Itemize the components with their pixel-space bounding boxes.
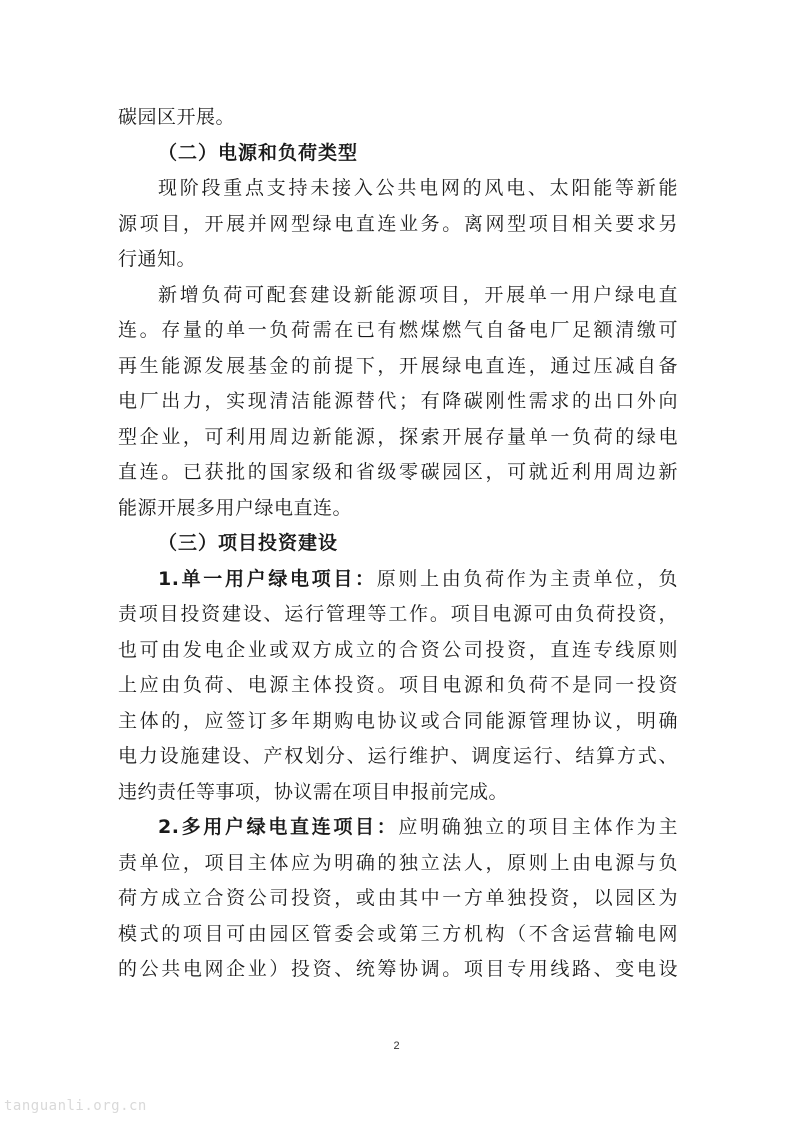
text-line: 上应由负荷、电源主体投资。项目电源和负荷不是同一投资 — [118, 674, 678, 696]
text-line: 电力设施建设、产权划分、运行维护、调度运行、结算方式、 — [118, 745, 678, 767]
text-line: 责项目投资建设、运行管理等工作。项目电源可由负荷投资， — [118, 603, 678, 625]
text-line: 行通知。 — [118, 248, 197, 270]
text-line: 能源开展多用户绿电直连。 — [118, 496, 353, 519]
item-text: 应明确独立的项目主体作为主 — [398, 816, 678, 838]
text-line: 电厂出力，实现清洁能源替代；有降碳刚性需求的出口外向 — [118, 390, 678, 412]
item-lead: 2.多用户绿电直连项目： — [158, 816, 399, 838]
text-line: 型企业，可利用周边新能源，探索开展存量单一负荷的绿电 — [118, 425, 678, 448]
text-line: 主体的，应签订多年期购电协议或合同能源管理协议，明确 — [118, 709, 678, 732]
text-line: 直连。已获批的国家级和省级零碳园区，可就近利用周边新 — [118, 461, 678, 483]
text-line: 荷方成立合资公司投资，或由其中一方单独投资，以园区为 — [118, 887, 678, 909]
item-text: 原则上由负荷作为主责单位，负 — [376, 567, 678, 590]
text-line: 新增负荷可配套建设新能源项目，开展单一用户绿电直 — [158, 283, 678, 306]
item-lead: 1.单一用户绿电项目： — [158, 567, 377, 590]
document-body — [118, 100, 678, 988]
page-number: 2 — [393, 1040, 400, 1052]
text-line: 违约责任等事项，协议需在项目申报前完成。 — [118, 780, 509, 803]
text-line: 也可由发电企业或双方成立的合资公司投资，直连专线原则 — [118, 638, 678, 661]
text-line: 的公共电网企业）投资、统筹协调。项目专用线路、变电设 — [118, 958, 678, 980]
watermark-text: tanguanli.org.cn — [4, 1098, 147, 1114]
section-heading-3: （三）项目投资建设 — [158, 532, 339, 554]
text-line: 连。存量的单一负荷需在已有燃煤燃气自备电厂足额清缴可 — [118, 319, 678, 341]
text-line — [118, 810, 678, 846]
text-line: 碳园区开展。 — [118, 106, 236, 128]
text-line: 再生能源发展基金的前提下，开展绿电直连，通过压减自备 — [118, 354, 678, 377]
section-heading-2: （二）电源和负荷类型 — [158, 141, 359, 164]
text-line: 源项目，开展并网型绿电直连业务。离网型项目相关要求另 — [118, 212, 678, 235]
text-line: 责单位，项目主体应为明确的独立法人，原则上由电源与负 — [118, 851, 678, 874]
text-line: 现阶段重点支持未接入公共电网的风电、太阳能等新能 — [158, 177, 678, 199]
text-line: 模式的项目可由园区管委会或第三方机构（不含运营输电网 — [118, 922, 678, 945]
text-line — [118, 562, 678, 598]
